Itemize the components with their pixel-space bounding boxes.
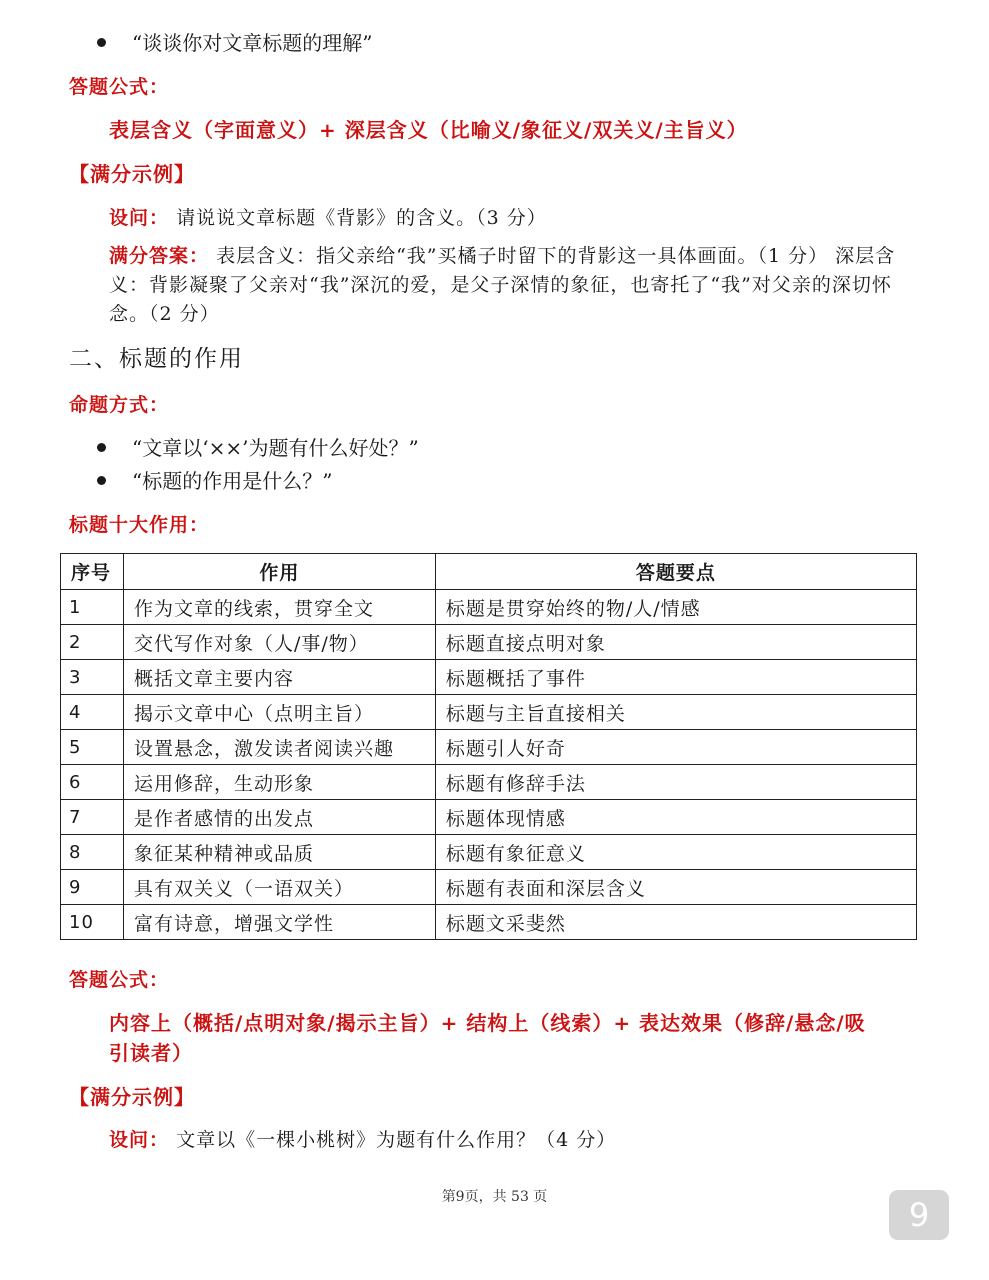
bullet-item xyxy=(97,466,332,496)
table-row xyxy=(61,765,917,800)
bullet-text: “标题的作用是什么？” xyxy=(132,469,333,493)
question-line xyxy=(109,1126,616,1155)
header-role: 作用 xyxy=(123,554,435,590)
row-role: 富有诗意，增强文学性 xyxy=(123,905,435,940)
row-points: 标题直接点明对象 xyxy=(435,625,916,660)
row-points: 标题文采斐然 xyxy=(435,905,916,940)
row-index: 7 xyxy=(61,800,124,835)
question-text: 文章以《一棵小桃树》为题有什么作用？（4 分） xyxy=(176,1129,617,1151)
bullet-dot xyxy=(97,38,106,47)
row-index: 4 xyxy=(61,695,124,730)
row-index: 5 xyxy=(61,730,124,765)
formula-label: 答题公式： xyxy=(69,76,170,98)
method-label: 命题方式： xyxy=(69,394,170,416)
table-row xyxy=(61,905,917,940)
row-points: 标题是贯穿始终的物/人/情感 xyxy=(435,590,916,625)
row-role: 交代写作对象（人/事/物） xyxy=(123,625,435,660)
row-points: 标题有修辞手法 xyxy=(435,765,916,800)
question-line xyxy=(109,204,547,233)
table-row xyxy=(61,660,917,695)
question-label: 设问： xyxy=(109,1129,170,1151)
table-row xyxy=(61,835,917,870)
row-role: 作为文章的线索，贯穿全文 xyxy=(123,590,435,625)
row-points: 标题有表面和深层含义 xyxy=(435,870,916,905)
row-points: 标题有象征意义 xyxy=(435,835,916,870)
answer-text: 表层含义：指父亲给“我”买橘子时留下的背影这一具体画面。（1 分） 深层含义：背影凝聚了父亲对“我”深沉的爱，是父子深情的象征，也寄托了“我”对父亲的深切怀念。（2 分） xyxy=(109,245,896,325)
table-row xyxy=(61,870,917,905)
answer-label: 满分答案： xyxy=(109,245,210,267)
row-index: 6 xyxy=(61,765,124,800)
header-index: 序号 xyxy=(61,554,124,590)
row-index: 9 xyxy=(61,870,124,905)
row-index: 3 xyxy=(61,660,124,695)
header-points: 答题要点 xyxy=(435,554,916,590)
table-row xyxy=(61,800,917,835)
row-role: 设置悬念，激发读者阅读兴趣 xyxy=(123,730,435,765)
row-role: 象征某种精神或品质 xyxy=(123,835,435,870)
table-row xyxy=(61,625,917,660)
example-label: 【满分示例】 xyxy=(69,162,195,186)
formula-label: 答题公式： xyxy=(69,969,170,991)
row-index: 2 xyxy=(61,625,124,660)
row-points: 标题体现情感 xyxy=(435,800,916,835)
question-text: 请说说文章标题《背影》的含义。（3 分） xyxy=(176,207,547,229)
row-points: 标题引人好奇 xyxy=(435,730,916,765)
row-role: 揭示文章中心（点明主旨） xyxy=(123,695,435,730)
bullet-text: “文章以‘××’为题有什么好处？” xyxy=(132,436,419,460)
row-index: 8 xyxy=(61,835,124,870)
table-row xyxy=(61,730,917,765)
row-points: 标题概括了事件 xyxy=(435,660,916,695)
ten-roles-label: 标题十大作用： xyxy=(69,514,210,536)
row-role: 具有双关义（一语双关） xyxy=(123,870,435,905)
table-row xyxy=(61,695,917,730)
row-role: 运用修辞，生动形象 xyxy=(123,765,435,800)
question-label: 设问： xyxy=(109,207,170,229)
bullet-dot xyxy=(97,476,106,485)
bullet-item xyxy=(97,28,372,58)
roles-table xyxy=(60,553,917,940)
row-index: 1 xyxy=(61,590,124,625)
page-number-badge: 9 xyxy=(889,1190,949,1240)
section-title: 二、标题的作用 xyxy=(69,346,244,372)
table-row xyxy=(61,590,917,625)
bullet-dot xyxy=(97,443,106,452)
row-points: 标题与主旨直接相关 xyxy=(435,695,916,730)
row-role: 是作者感情的出发点 xyxy=(123,800,435,835)
table-header-row xyxy=(61,554,917,590)
bullet-item xyxy=(97,433,419,463)
page-footer: 第9页，共 53 页 xyxy=(441,1189,548,1205)
row-index: 10 xyxy=(61,905,124,940)
bullet-text: “谈谈你对文章标题的理解” xyxy=(132,31,373,55)
answer-block xyxy=(109,242,909,329)
row-role: 概括文章主要内容 xyxy=(123,660,435,695)
formula-content: 内容上（概括/点明对象/揭示主旨）+ 结构上（线索）+ 表达效果（修辞/悬念/吸引读者） xyxy=(109,1011,866,1065)
formula-content: 表层含义（字面意义）+ 深层含义（比喻义/象征义/双关义/主旨义） xyxy=(109,118,748,142)
example-label: 【满分示例】 xyxy=(69,1085,195,1109)
